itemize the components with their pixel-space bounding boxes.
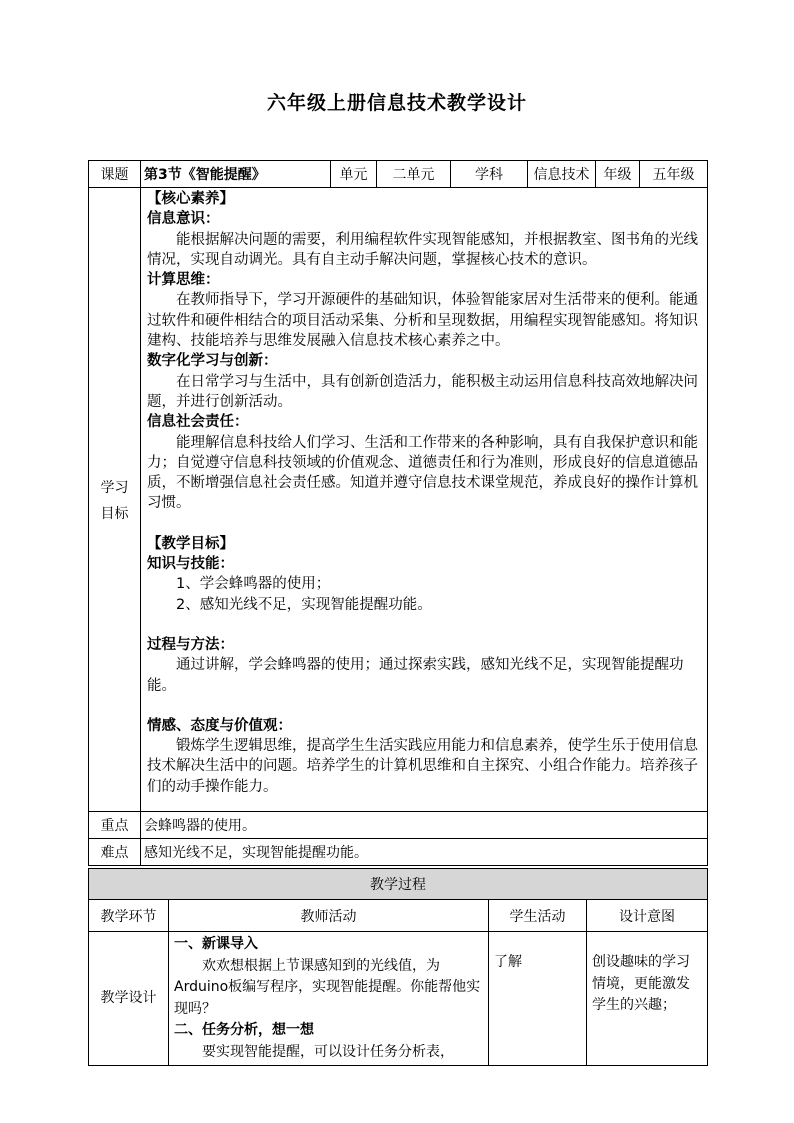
emotion-heading: 情感、态度与价值观： (147, 717, 292, 734)
label-subject: 学科 (451, 161, 528, 188)
objectives-content (141, 188, 708, 812)
objectives-label-line1: 学习 (100, 479, 129, 496)
grade-value: 五年级 (640, 161, 708, 188)
difficult-point-row (89, 839, 708, 866)
document-title: 六年级上册信息技术教学设计 (266, 92, 527, 114)
lesson-info-table (88, 160, 708, 866)
difficult-point-label: 难点 (89, 839, 141, 866)
key-point-text: 会蜂鸣器的使用。 (141, 812, 708, 839)
skill-item: 2、感知光线不足，实现智能提醒功能。 (176, 596, 432, 613)
step1-text: 欢欢想根据上节课感知到的光线值，为Arduino板编写程序，实现智能提醒。你能帮他实现吗？ (174, 957, 481, 1017)
digital-text: 在日常学习与生活中，具有创新创造活力，能积极主动运用信息科技高效地解决问题，并进行创新活动。 (147, 373, 698, 410)
label-keti: 课题 (89, 161, 141, 188)
process-text: 通过讲解，学会蜂鸣器的使用；通过探索实践，感知光线不足，实现智能提醒功能。 (147, 657, 684, 694)
social-text: 能理解信息科技给人们学习、生活和工作带来的各种影响，具有自我保护意识和能力；自觉遵守信息科技领域的价值观念、道德责任和行为准则，形成良好的信息道德品质，不断增强信息社会责任感。知道并遵守信息技术课堂规范，养成良好的操作计算机习惯。 (147, 434, 698, 512)
lesson-title: 第3节《智能提醒》 (141, 161, 331, 188)
process-section-title: 教学过程 (89, 869, 708, 900)
label-unit: 单元 (331, 161, 377, 188)
key-point-label: 重点 (89, 812, 141, 839)
teaching-process-table (88, 868, 708, 1066)
skill-heading: 知识与技能： (147, 556, 234, 573)
key-point-row (89, 812, 708, 839)
teach-heading: 【教学目标】 (147, 535, 234, 552)
col-header-intent: 设计意图 (587, 900, 708, 932)
unit-value: 二单元 (377, 161, 451, 188)
skill-item: 1、学会蜂鸣器的使用； (176, 576, 331, 593)
compute-text: 在教师指导下，学习开源硬件的基础知识，体验智能家居对生活带来的便利。能通过软件和硬件相结合的项目活动采集、分析和呈现数据，用编程实现智能感知。将知识建构、技能培养与思维发展融入信息技术核心素养之中。 (147, 292, 698, 350)
objectives-label (89, 188, 141, 812)
difficult-point-text: 感知光线不足，实现智能提醒功能。 (141, 839, 708, 866)
info-heading: 信息意识： (147, 211, 220, 228)
objectives-row (89, 188, 708, 812)
step1-heading: 一、新课导入 (174, 936, 258, 952)
process-header-row (89, 900, 708, 932)
objectives-label-line2: 目标 (100, 505, 129, 522)
teacher-activity-cell (169, 932, 489, 1066)
process-row (89, 932, 708, 1066)
label-grade: 年级 (596, 161, 640, 188)
info-text: 能根据解决问题的需要，利用编程软件实现智能感知，并根据教室、图书角的光线情况，实现自动调光。具有自主动手解决问题，掌握核心技术的意识。 (147, 231, 698, 268)
social-heading: 信息社会责任： (147, 414, 249, 431)
student-activity-cell: 了解 (489, 932, 587, 1066)
emotion-text: 锻炼学生逻辑思维，提高学生生活实践应用能力和信息素养，使学生乐于使用信息技术解决生活中的问题。培养学生的计算机思维和自主探究、小组合作能力。培养孩子们的动手操作能力。 (147, 738, 698, 795)
col-header-stage: 教学环节 (89, 900, 169, 932)
step2-heading: 二、任务分析，想一想 (174, 1022, 314, 1038)
core-heading: 【核心素养】 (147, 191, 234, 207)
design-intent-cell: 创设趣味的学习情境，更能激发学生的兴趣； (587, 932, 708, 1066)
step2-text: 要实现智能提醒，可以设计任务分析表， (202, 1043, 454, 1060)
compute-heading: 计算思维： (147, 272, 220, 289)
subject-value: 信息技术 (528, 161, 596, 188)
process-heading: 过程与方法： (147, 636, 234, 653)
col-header-student: 学生活动 (489, 900, 587, 932)
stage-cell: 教学设计 (89, 932, 169, 1066)
header-row (89, 161, 708, 188)
col-header-teacher: 教师活动 (169, 900, 489, 932)
digital-heading: 数字化学习与创新： (147, 353, 278, 370)
process-title-row (89, 869, 708, 900)
